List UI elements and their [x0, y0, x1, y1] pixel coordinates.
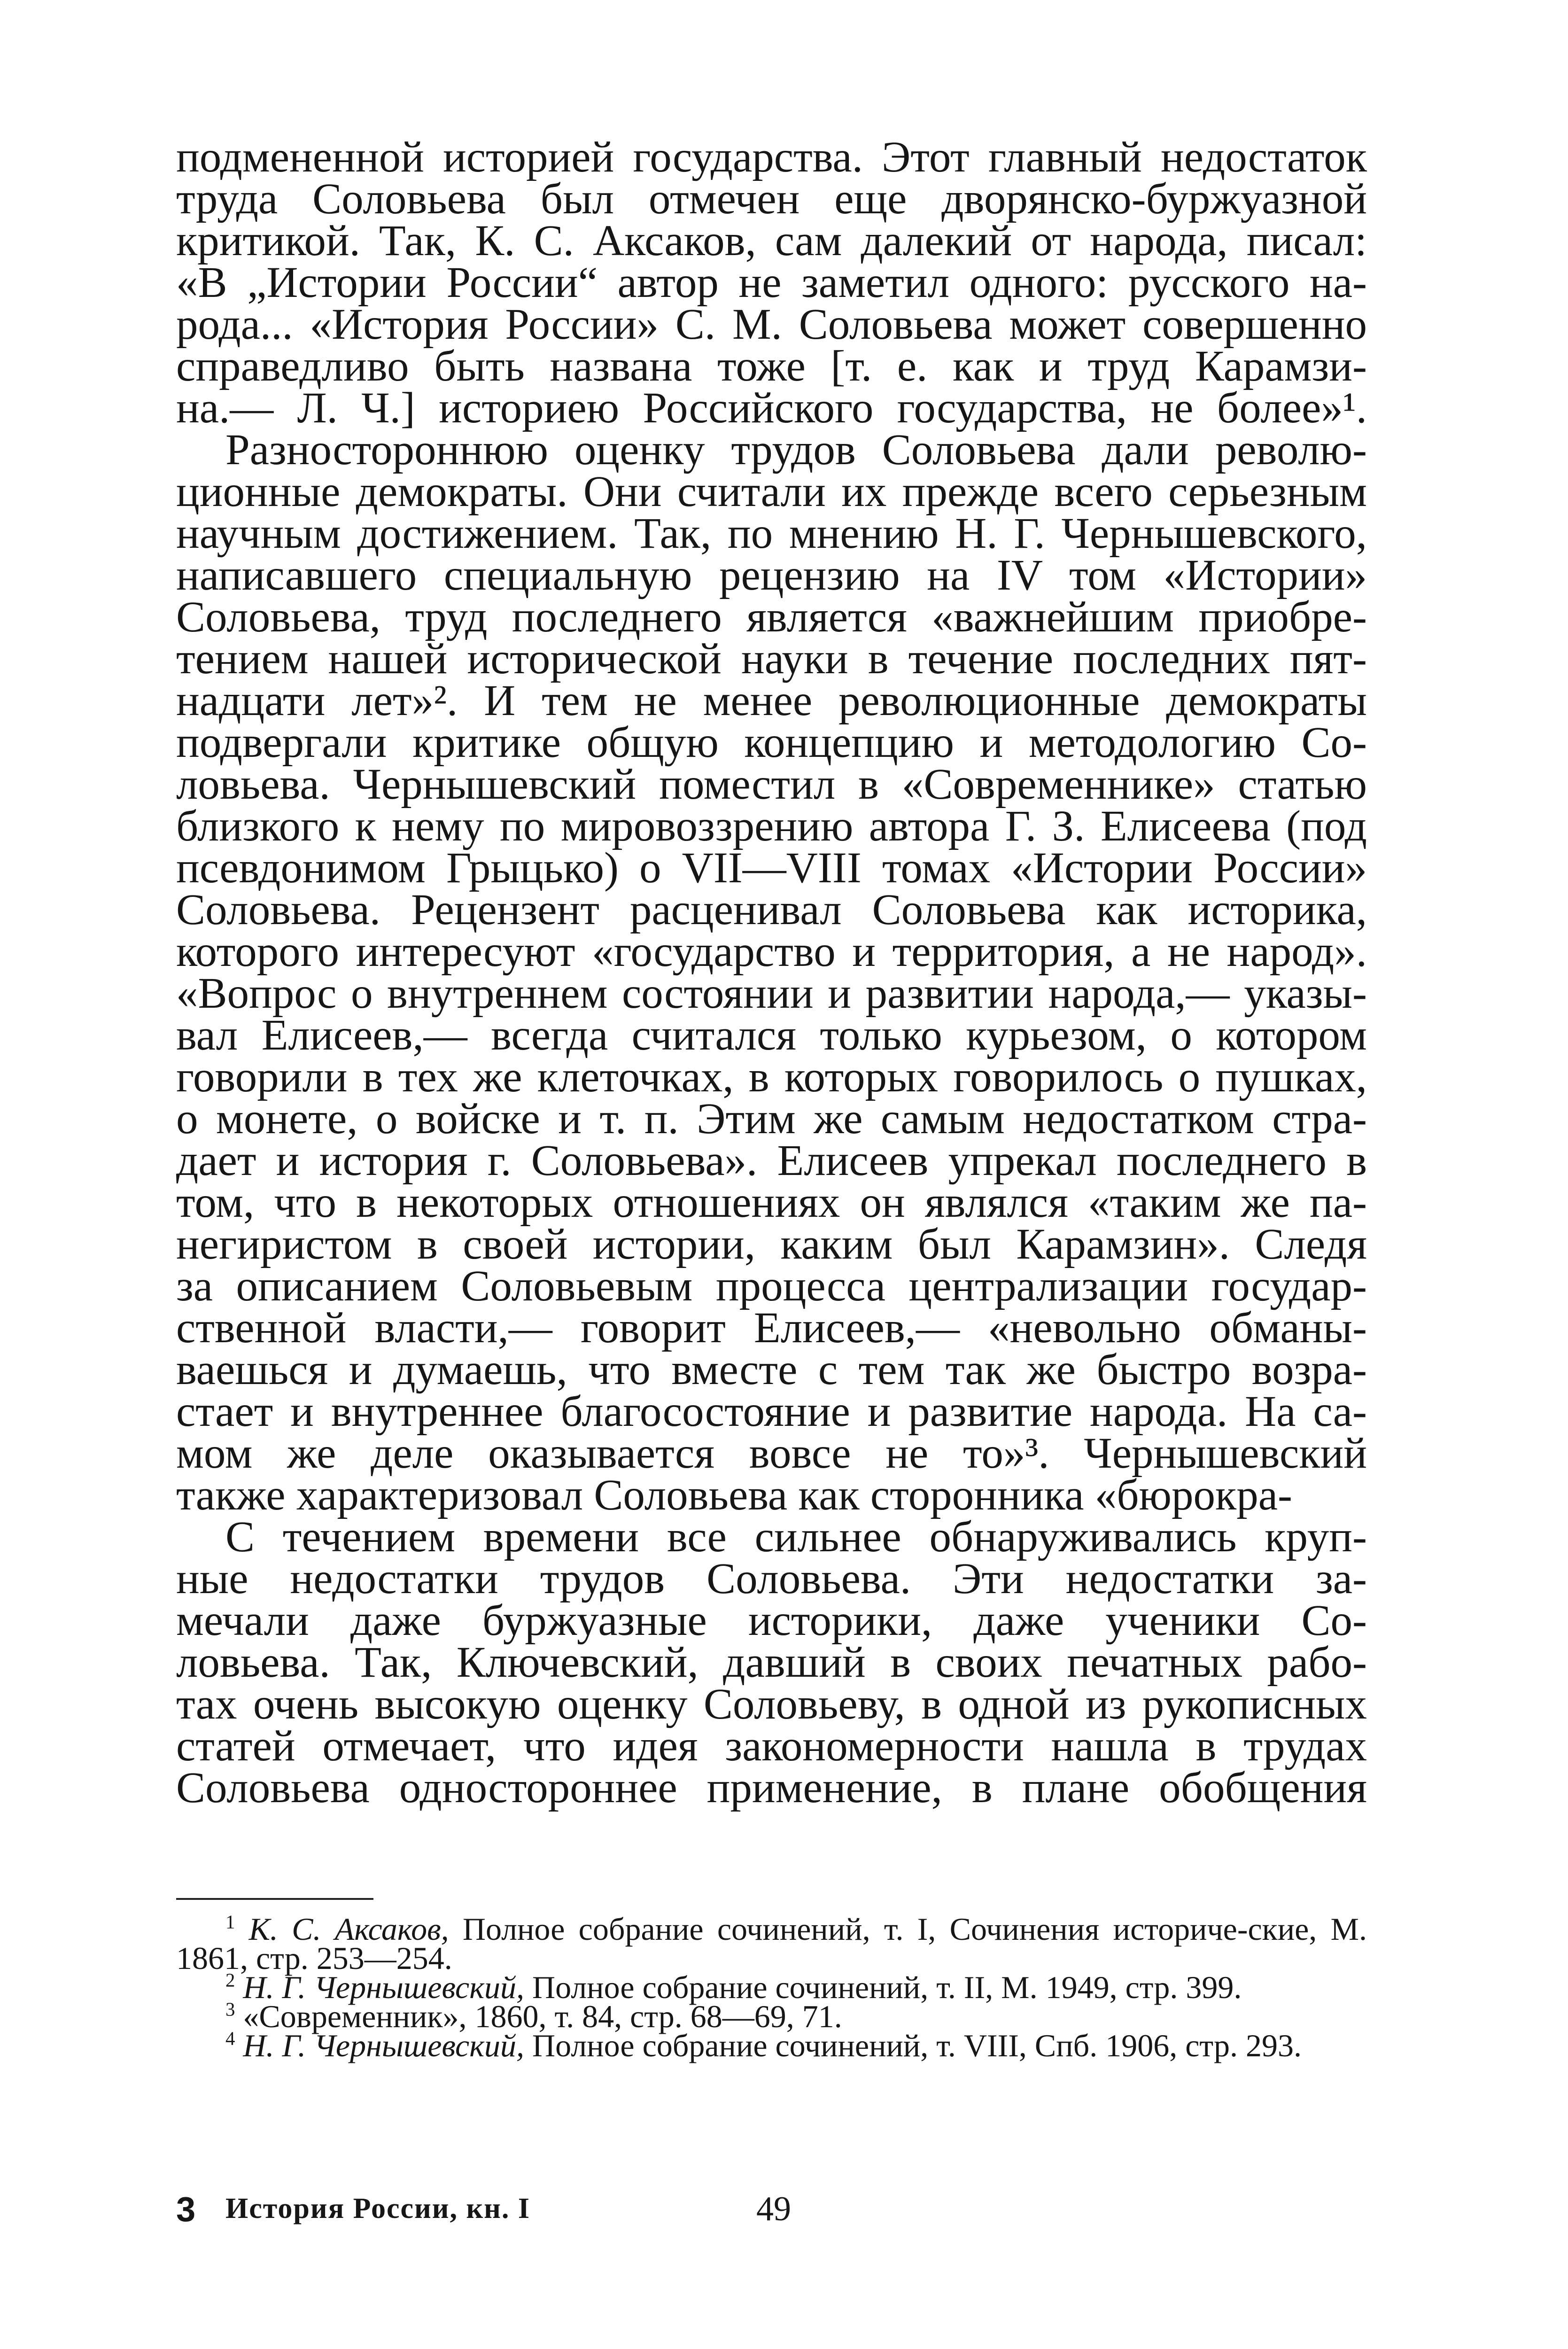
- text-line: ные недостатки трудов Соловьева. Эти недостатки за-: [176, 1555, 1367, 1603]
- text-line: подмененной историей государства. Этот главный недостаток: [176, 133, 1367, 181]
- text-line: ловьева. Так, Ключевский, давший в своих печатных рабо-: [176, 1638, 1367, 1687]
- footnote-author: К. С. Аксаков,: [248, 1911, 449, 1947]
- footnote-marker: 4: [225, 2028, 235, 2049]
- text-line: труда Соловьева был отмечен еще дворянско-буржуазной: [176, 175, 1367, 223]
- text-line: негиристом в своей истории, каким был Карамзин». Следя: [176, 1220, 1367, 1268]
- footnote-marker: 1: [225, 1911, 235, 1933]
- text-line: вал Елисеев,— всегда считался только курьезом, о котором: [176, 1011, 1367, 1059]
- text-line: Соловьева. Рецензент расценивал Соловьева как историка,: [176, 886, 1367, 934]
- text-line: Соловьева одностороннее применение, в плане обобщения: [176, 1764, 1367, 1812]
- text-line: ловьева. Чернышевский поместил в «Современнике» статью: [176, 760, 1367, 809]
- text-line: мом же деле оказывается вовсе не то»³. Чернышевский: [176, 1429, 1367, 1478]
- footnote-text: Полное собрание сочинений, т. I, Сочинения историче-ские, М. 1861, стр. 253—254.: [176, 1911, 1367, 1976]
- footnote-author: Н. Г. Чернышевский,: [243, 1969, 525, 2005]
- paragraph-1: [176, 133, 1367, 432]
- text-line: ственной власти,— говорит Елисеев,— «невольно обманы-: [176, 1304, 1367, 1352]
- text-line: надцати лет»². И тем не менее революционные демократы: [176, 677, 1367, 725]
- text-line: Разностороннюю оценку трудов Соловьева дали револю-: [225, 426, 1367, 474]
- paragraph-3: [176, 1513, 1367, 1812]
- footnote-4: [176, 2028, 1367, 2063]
- text-line: дает и история г. Соловьева». Елисеев упрекал последнего в: [176, 1136, 1367, 1185]
- text-line: ваешься и думаешь, что вместе с тем так же быстро возра-: [176, 1346, 1367, 1394]
- text-line: тах очень высокую оценку Соловьеву, в одной из рукописных: [176, 1680, 1367, 1728]
- text-line: критикой. Так, К. С. Аксаков, сам далекий от народа, писал:: [176, 217, 1367, 265]
- footnote-marker: 3: [225, 1999, 235, 2020]
- footnote-author: Н. Г. Чернышевский,: [243, 2028, 525, 2063]
- text-line: говорили в тех же клеточках, в которых говорилось о пушках,: [176, 1053, 1367, 1101]
- paragraph-2: [176, 426, 1367, 1519]
- text-line: псевдонимом Грыцько) о VII—VIII томах «Истории России»: [176, 844, 1367, 892]
- footnotes: [176, 1911, 1367, 2063]
- main-text: [176, 133, 1367, 1812]
- text-line: написавшего специальную рецензию на IV том «Истории»: [176, 551, 1367, 599]
- text-line: ционные демократы. Они считали их прежде всего серьезным: [176, 467, 1367, 516]
- page-footer: [176, 2189, 1367, 2232]
- text-line: рода... «История России» С. М. Соловьева может совершенно: [176, 300, 1367, 349]
- text-line: том, что в некоторых отношениях он являлся «таким же па-: [176, 1178, 1367, 1227]
- text-line: С течением времени все сильнее обнаруживались круп-: [225, 1513, 1367, 1561]
- text-line: научным достижением. Так, по мнению Н. Г. Чернышевского,: [176, 509, 1367, 558]
- footnote-text: Полное собрание сочинений, т. II, М. 1949, стр. 399.: [524, 1969, 1242, 2005]
- footnote-2: [176, 1969, 1367, 2005]
- text-line: также характеризовал Соловьева как сторонника «бюрокра-: [176, 1471, 1292, 1519]
- text-line: которого интересуют «государство и территория, а не народ».: [176, 927, 1367, 976]
- text-line: подвергали критике общую концепцию и методологию Со-: [176, 718, 1367, 767]
- text-line: «В „Истории России“ автор не заметил одного: русского на-: [176, 258, 1367, 307]
- text-line: тением нашей исторической науки в течение последних пят-: [176, 635, 1367, 683]
- footnote-1: [176, 1911, 1367, 1976]
- text-line: о монете, о войске и т. п. Этим же самым недостатком стра-: [176, 1095, 1367, 1143]
- signature-number: 3: [176, 2190, 196, 2229]
- text-line: на.— Л. Ч.] историею Российского государства, не более»¹.: [176, 384, 1367, 432]
- text-line: «Вопрос о внутреннем состоянии и развитии народа,— указы-: [176, 969, 1367, 1018]
- text-line: мечали даже буржуазные историки, даже ученики Со-: [176, 1596, 1367, 1645]
- footnote-divider: [176, 1898, 373, 1900]
- text-line: статей отмечает, что идея закономерности нашла в трудах: [176, 1722, 1367, 1770]
- footnote-3: [176, 1999, 1367, 2034]
- footnote-text: «Современник», 1860, т. 84, стр. 68—69, 71.: [243, 1999, 842, 2034]
- page-number: 49: [756, 2190, 791, 2228]
- text-line: за описанием Соловьевым процесса централизации государ-: [176, 1262, 1367, 1310]
- text-line: Соловьева, труд последнего является «важнейшим приобре-: [176, 593, 1367, 641]
- footnote-text: Полное собрание сочинений, т. VIII, Спб. 1906, стр. 293.: [524, 2028, 1302, 2063]
- footnote-marker: 2: [225, 1969, 235, 1991]
- signature-text: История России, кн. I: [225, 2193, 531, 2225]
- text-line: близкого к нему по мировоззрению автора Г. З. Елисеева (под: [176, 802, 1367, 850]
- text-line: стает и внутреннее благосостояние и развитие народа. На са-: [176, 1387, 1367, 1436]
- text-line: справедливо быть названа тоже [т. е. как и труд Карамзи-: [176, 342, 1367, 390]
